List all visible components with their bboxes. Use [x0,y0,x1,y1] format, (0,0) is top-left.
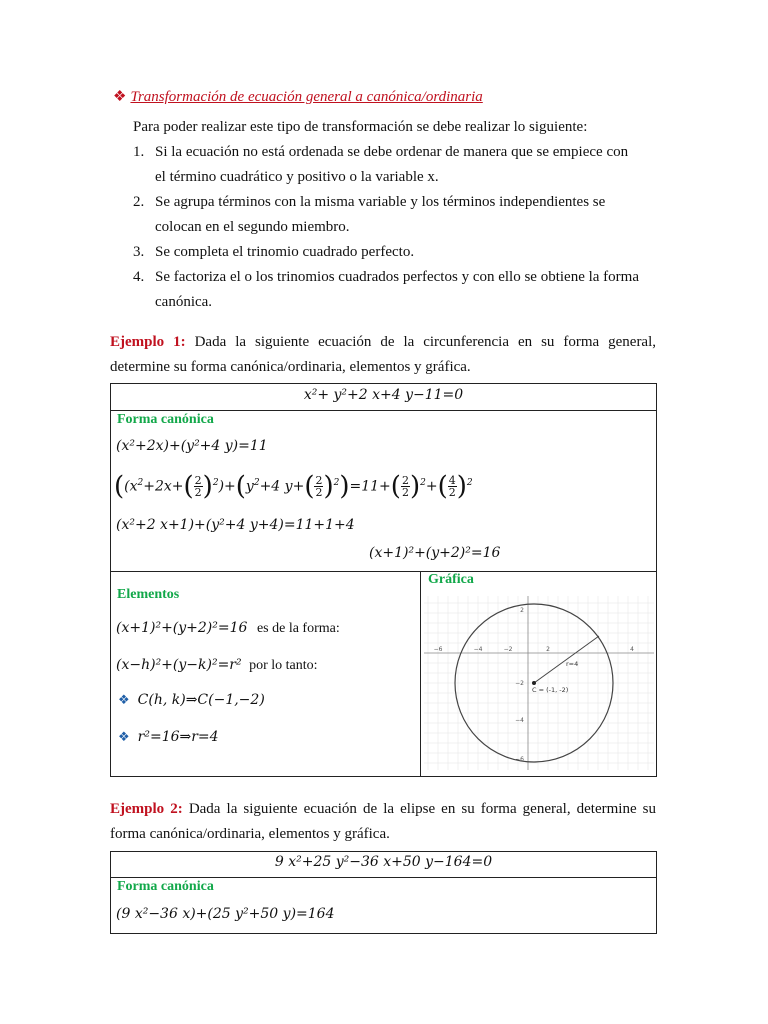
diamond-bullet-icon: ❖ [118,693,130,708]
example2-line1 [110,797,656,822]
y-tick-label: 2 [520,607,524,614]
y-tick-label: −2 [515,680,524,687]
diamond-bullet-icon: ❖ [118,730,130,745]
step-2 [133,190,605,240]
example2-step1: (9 x²−36 x)+(25 y²+50 y)=164 [116,906,335,922]
x-tick-label: −2 [503,646,513,653]
example1-line1 [110,330,656,355]
example1-text: Dada la siguiente ecuación de la circunferencia en su forma general, [194,334,657,350]
step-text: Se completa el trinomio cuadrado perfecto. [155,244,415,260]
section-heading [113,86,483,108]
elements-form-text: es de la forma: [256,621,340,636]
step-number: 3. [133,244,145,260]
x-tick-label: −6 [433,646,443,653]
example1-label: Ejemplo 1: [110,334,186,350]
radius-value: r²=16⇒r=4 [137,729,219,745]
y-tick-label: −6 [515,756,524,763]
canonical-step1: (x²+2x)+(y²+4 y)=11 [116,438,268,454]
step-text: Se agrupa términos con la misma variable y los términos independientes se [155,194,606,210]
table-divider [420,571,421,777]
graph-grid [424,596,654,770]
example2-canonical-title: Forma canónica [117,879,214,894]
table-divider [110,571,657,572]
canonical-result: (x+1)²+(y+2)²=16 [369,545,501,561]
center-point [532,681,536,685]
step-3 [133,240,414,265]
diamond-bullet-icon: ❖ [113,89,127,105]
step-1 [133,140,628,190]
step-text: Si la ecuación no está ordenada se debe ordenar de manera que se empiece con [155,144,629,160]
center-value: C(h, k)⇒C(−1,−2) [137,692,265,708]
x-tick-label: −4 [473,646,483,653]
y-tick-label: −4 [515,717,524,724]
step-4 [133,265,639,315]
therefore-text: por lo tanto: [249,658,318,673]
circle-graph [424,596,654,770]
step-text: colocan en el segundo miembro. [155,219,350,235]
step-number: 4. [133,269,145,285]
example1-equation: x²+ y²+2 x+4 y−11=0 [303,387,464,403]
section-title: Transformación de ecuación general a canónica/ordinaria [130,89,483,105]
example2-label: Ejemplo 2: [110,801,183,817]
elements-form-row [116,657,318,674]
table-divider [110,410,657,411]
elements-equation-row [116,620,340,637]
table-divider [110,877,657,878]
example2-equation: 9 x²+25 y²−36 x+50 y−164=0 [274,854,493,870]
canonical-title: Forma canónica [117,412,214,427]
radius-row [118,729,219,745]
center-label: C = (-1, -2) [532,686,569,694]
center-row [118,692,265,708]
step-number: 2. [133,194,145,210]
canonical-step3: (x²+2 x+1)+(y²+4 y+4)=11+1+4 [116,517,355,533]
intro-text: Para poder realizar este tipo de transformación se debe realizar lo siguiente: [133,119,588,135]
step-number: 1. [133,144,145,160]
x-tick-label: 2 [546,646,550,653]
radius-label: r=4 [566,660,579,668]
example1-line2: determine su forma canónica/ordinaria, elementos y gráfica. [110,359,471,375]
x-tick-label: 4 [630,646,634,653]
example2-text: Dada la siguiente ecuación de la elipse en su forma general, determine su [188,801,657,817]
step-text: Se factoriza el o los trinomios cuadrados perfectos y con ello se obtiene la forma [155,269,639,285]
step-text: el término cuadrático y positivo o la variable x. [155,169,439,185]
canonical-step2: (($x^2+2x+$( $\frac{2}{2}$ )$^2)+(y^2+4$ y+( $\frac{2}{2}$ )$^2$)=11+( $\frac{2}{2}$ )$^2$+( $\frac{4}{2}$ )$^2$ [114,471,473,502]
general-form: (x−h)²+(y−k)²=r² [116,657,242,673]
step-text: canónica. [155,294,213,310]
example2-line2: forma canónica/ordinaria, elementos y gráfica. [110,826,390,842]
graph-title: Gráfica [428,572,474,587]
elements-equation: (x+1)²+(y+2)²=16 [116,620,248,636]
elements-title: Elementos [117,587,180,602]
